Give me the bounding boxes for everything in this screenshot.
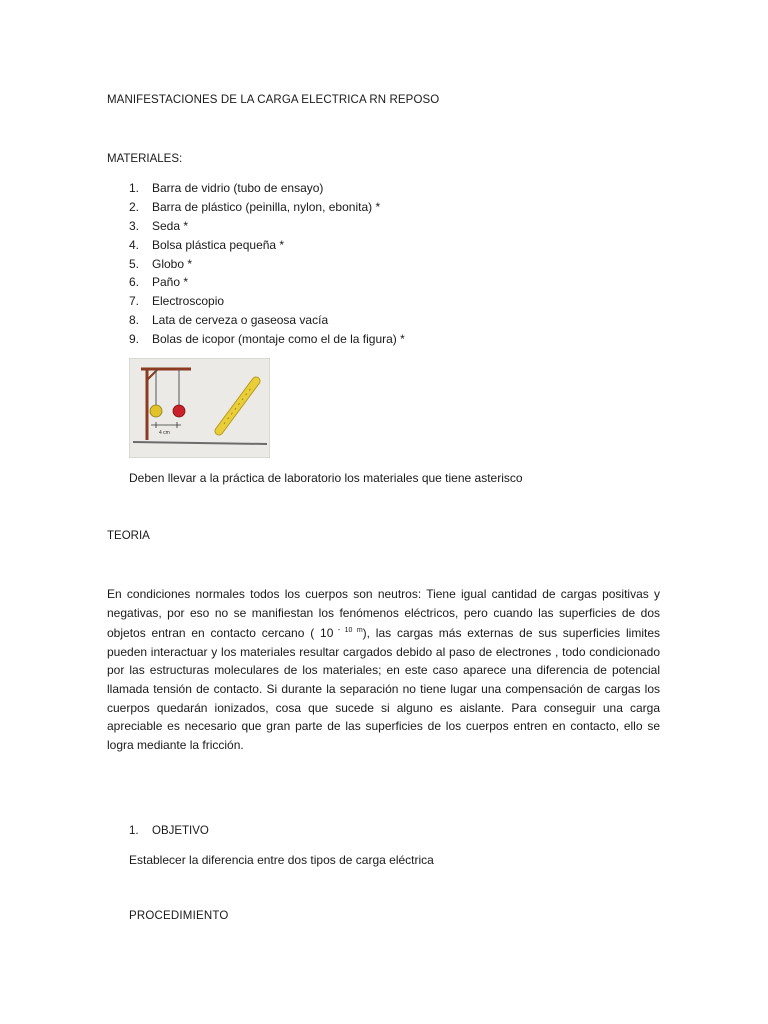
list-number: 3. bbox=[129, 218, 140, 233]
list-number: 1. bbox=[129, 181, 140, 195]
apparatus-figure bbox=[129, 358, 270, 458]
list-number: 9. bbox=[129, 332, 140, 347]
list-item bbox=[129, 273, 405, 292]
objective-heading-text: OBJETIVO bbox=[152, 825, 209, 837]
list-item bbox=[129, 179, 405, 198]
objective-number: 1. bbox=[129, 825, 139, 837]
list-text: Seda * bbox=[152, 218, 189, 233]
list-item bbox=[129, 217, 405, 236]
list-number: 6. bbox=[129, 275, 140, 290]
document-title: MANIFESTACIONES DE LA CARGA ELECTRICA RN REPOSO bbox=[107, 94, 440, 106]
theory-exponent: - 10 m bbox=[333, 627, 363, 635]
list-text: Globo * bbox=[152, 256, 193, 271]
list-number: 8. bbox=[129, 313, 140, 328]
list-number: 4. bbox=[129, 237, 140, 252]
materials-heading: MATERIALES: bbox=[107, 153, 183, 165]
list-item bbox=[129, 198, 405, 217]
list-text: Electroscopio bbox=[152, 294, 225, 309]
list-item bbox=[129, 236, 405, 255]
list-text: Barra de plástico (peinilla, nylon, ebonita) * bbox=[152, 199, 381, 214]
yellow-ball bbox=[150, 405, 162, 417]
distance-label: 4 cm bbox=[159, 430, 170, 436]
theory-heading: TEORIA bbox=[107, 530, 150, 542]
list-number: 7. bbox=[129, 294, 140, 309]
list-item bbox=[129, 311, 405, 330]
list-number: 2. bbox=[129, 199, 140, 214]
theory-paragraph bbox=[107, 585, 660, 754]
procedure-heading: PROCEDIMIENTO bbox=[129, 910, 229, 922]
list-text: Paño * bbox=[152, 275, 189, 290]
materials-list bbox=[129, 179, 405, 349]
list-item bbox=[129, 330, 405, 349]
theory-text-start: En condiciones normales todos los cuerpos son neutros: Tiene igual cantidad de cargas positivas y negativas, por eso no se manifiestan los fenómenos eléctricos, pero cuando las superficies de dos objetos entran en contacto cercano ( 10 bbox=[107, 587, 660, 641]
list-text: Bolsa plástica pequeña * bbox=[152, 237, 285, 252]
objective-text: Establecer la diferencia entre dos tipos de carga eléctrica bbox=[129, 853, 434, 867]
materials-note: Deben llevar a la práctica de laboratorio los materiales que tiene asterisco bbox=[129, 471, 523, 485]
list-number: 5. bbox=[129, 256, 140, 271]
objective-heading bbox=[129, 825, 209, 837]
list-item bbox=[129, 292, 405, 311]
list-text: Bolas de icopor (montaje como el de la figura) * bbox=[152, 332, 405, 347]
red-ball bbox=[173, 405, 185, 417]
list-text: Barra de vidrio (tubo de ensayo) bbox=[152, 181, 324, 195]
theory-text-end: ), las cargas más externas de sus superficies limites pueden interactuar y los materiales resultar cargados debido al paso de electrones , todo condicionado por las estructuras moleculares de los materiales; en este caso aparece una diferencia de potencial llamada tensión de contacto. Si durante la separación no tiene lugar una compensación de cargas los cuerpos quedarán ionizados, cosa que sucede si alguno es aislante. Para conseguir una carga apreciable es necesario que gran parte de las superficies de los cuerpos entren en contacto, ello se logra mediante la fricción. bbox=[107, 626, 660, 752]
list-item bbox=[129, 255, 405, 274]
list-text: Lata de cerveza o gaseosa vacía bbox=[152, 313, 329, 328]
